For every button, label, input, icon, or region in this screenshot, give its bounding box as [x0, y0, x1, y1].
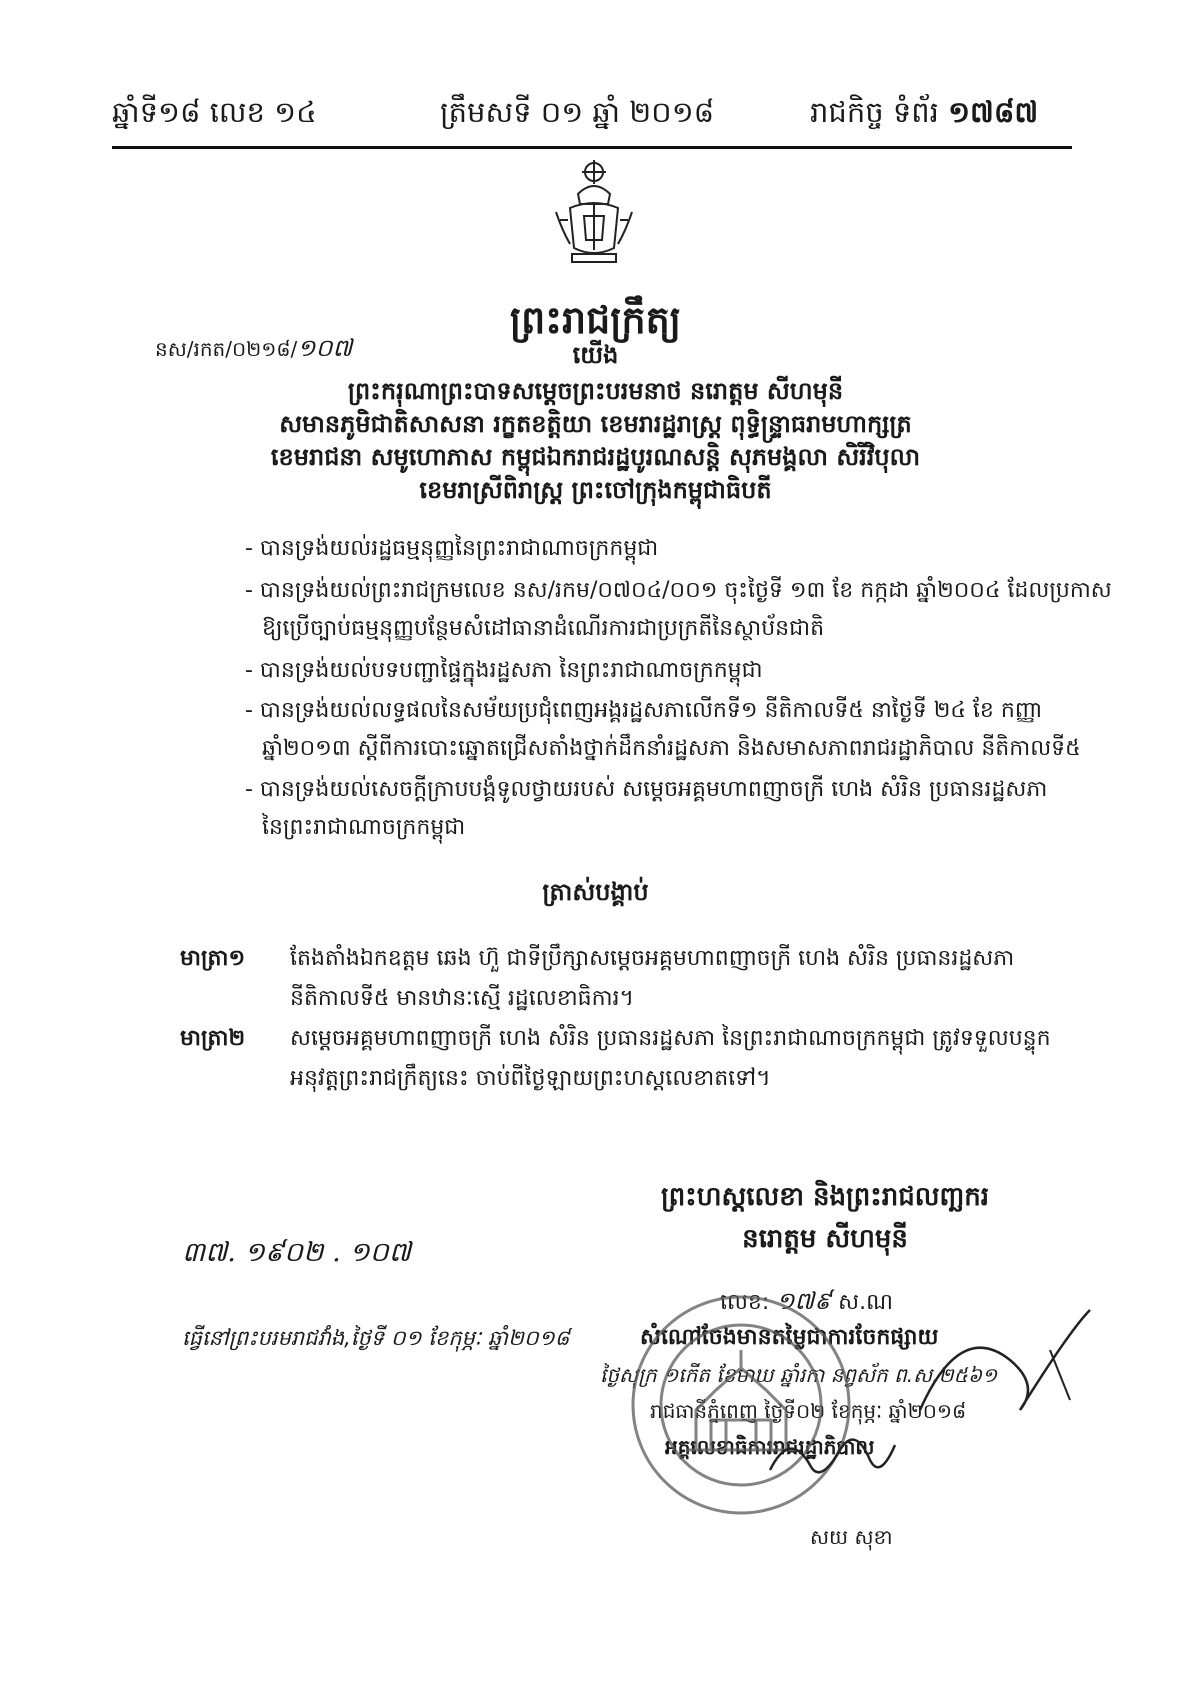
king-title-line: ខេមរាជនា សមូហោភាស កម្ពុជឯករាជរដ្ឋបូរណសន្តិ សុភមង្គលា សិរីវិបុលា [270, 443, 921, 471]
signature-title: ព្រះហស្តលេខា និងព្រះរាជលញ្ឆករ [661, 1182, 989, 1212]
article-text: សម្តេចអគ្គមហាពញាចក្រី ហេង សំរិន ប្រធានរដ្ឋសភា នៃព្រះរាជាណាចក្រកម្ពុជា ត្រូវទទួលបន្ទុក [290, 1026, 1051, 1051]
gazette-page [810, 95, 1038, 137]
king-title-line: សមានភូមិជាតិសាសនា រក្ខតខត្តិយា ខេមរារដ្ឋរាស្ត្រ ពុទ្ធិន្ទ្រាធរាមហាក្សត្រ [279, 410, 912, 438]
consideration-continuation: ឱ្យប្រើច្បាប់ធម្មនុញ្ញបន្ថែមសំដៅធានាដំណើរការជាប្រក្រតីនៃស្ថាប័នជាតិ [262, 616, 825, 641]
consideration-item: - បានទ្រង់យល់រដ្ឋធម្មនុញ្ញនៃព្រះរាជាណាចក្រកម្ពុជា [245, 536, 659, 561]
consideration-item: - បានទ្រង់យល់ព្រះរាជក្រមលេខ នស/រកម/០៧០៤/០០១ ចុះថ្ងៃទី ១៣ ខែ កក្កដា ឆ្នាំ២០០៤ ដែលប្រកាស [245, 578, 1112, 603]
signer-name: សយ សុខា [810, 1525, 893, 1549]
secretary-signature-icon [760, 1410, 900, 1500]
king-title-line: ព្រះករុណាព្រះបាទសម្តេចព្រះបរមនាថ នរោត្តម សីហមុនី [347, 377, 844, 405]
we-heading: យើង [572, 341, 619, 369]
header-rule [112, 146, 1072, 149]
gazette-issue: ឆ្នាំទី១៨ លេខ ១៤ [112, 95, 317, 129]
consideration-item: - បានទ្រង់យល់លទ្ធផលនៃសម័យប្រជុំពេញអង្គរដ្ឋសភាលើកទី១ នីតិកាលទី៥ នាថ្ងៃទី ២៤ ខែ កញ្ញា [245, 698, 1043, 723]
copy-note: សំណៅចែងមានតម្លៃជាការចែកផ្សាយ [640, 1325, 939, 1350]
reference-printed: នស/រកត/០២១៨/ [155, 337, 298, 361]
decree-title: ព្រះរាជក្រឹត្យ [509, 298, 682, 342]
article-text: អនុវត្តព្រះរាជក្រឹត្យនេះ ចាប់ពីថ្ងៃឡាយព្រះហស្តលេខាតទៅ។ [290, 1066, 771, 1091]
consideration-item: - បានទ្រង់យល់បទបញ្ជាផ្ទៃក្នុងរដ្ឋសភា នៃព្រះរាជាណាចក្រកម្ពុជា [245, 658, 763, 683]
royal-coat-of-arms-icon [548, 160, 640, 268]
reference-handwritten: ១០៧ [297, 334, 353, 362]
copy-number-label: លេខ: [720, 1290, 770, 1315]
capital-date: រាជធានីភ្នំពេញ ថ្ងៃទី០២ ខែកុម្ភៈ ឆ្នាំ២០១៨ [650, 1399, 967, 1423]
lunar-date: ថ្ងៃសុក្រ ១កើត ខែមាឃ ឆ្នាំរកា នព្វស័ក ព.ស.២៥៦១ [600, 1363, 998, 1387]
handwritten-signature-icon [900, 1290, 1100, 1430]
section-title: ត្រាស់បង្គាប់ [542, 878, 649, 906]
copy-number-suffix: ស.ណ [838, 1290, 893, 1315]
page-number: ១៧៨៧ [948, 95, 1039, 129]
gazette-date: ត្រឹមសទី ០១ ឆ្នាំ ២០១៨ [440, 95, 715, 129]
article-text: នីតិកាលទី៥ មានឋានៈស្មើ រដ្ឋលេខាធិការ។ [290, 986, 635, 1011]
article-label: មាត្រា២ [180, 1026, 246, 1051]
secretariat-title: អគ្គលេខាធិការរាជរដ្ឋាភិបាល [665, 1435, 875, 1459]
article-label: មាត្រា១ [180, 946, 246, 971]
article-text: តែងតាំងឯកឧត្តម ឆេង ហ៊ួ ជាទីប្រឹក្សាសម្តេចអគ្គមហាពញាចក្រី ហេង សំរិន ប្រធានរដ្ឋសភា [290, 946, 1015, 971]
signature-name: នរោត្តម សីហមុនី [742, 1224, 908, 1254]
consideration-item: - បានទ្រង់យល់សេចក្តីក្រាបបង្គំទូលថ្វាយរបស់ សម្តេចអគ្គមហាពញាចក្រី ហេង សំរិន ប្រធានរដ្ឋសភា [245, 777, 1048, 802]
handwritten-reference: ៣៧. ១៩០២ . ១០៧ [182, 1237, 411, 1268]
consideration-continuation: នៃព្រះរាជាណាចក្រកម្ពុជា [262, 815, 466, 840]
copy-number-handwritten: ១៧៩ [776, 1287, 832, 1315]
king-title-line: ខេមរាស្រីពិរាស្ត្រ ព្រះចៅក្រុងកម្ពុជាធិបតី [419, 476, 772, 504]
consideration-continuation: ឆ្នាំ២០១៣ ស្តីពីការបោះឆ្នោតជ្រើសតាំងថ្នាក់ដឹកនាំរដ្ឋសភា និងសមាសភាពរាជរដ្ឋាភិបាល នីតិកាលទី៥ [262, 736, 1081, 761]
place-and-date: ធ្វើនៅព្រះបរមរាជវាំង,ថ្ងៃទី ០១ ខែកុម្ភៈ ឆ្នាំ២០១៨ [182, 1326, 570, 1350]
page-label: រាជកិច្ច ទំព័រ [810, 95, 939, 129]
